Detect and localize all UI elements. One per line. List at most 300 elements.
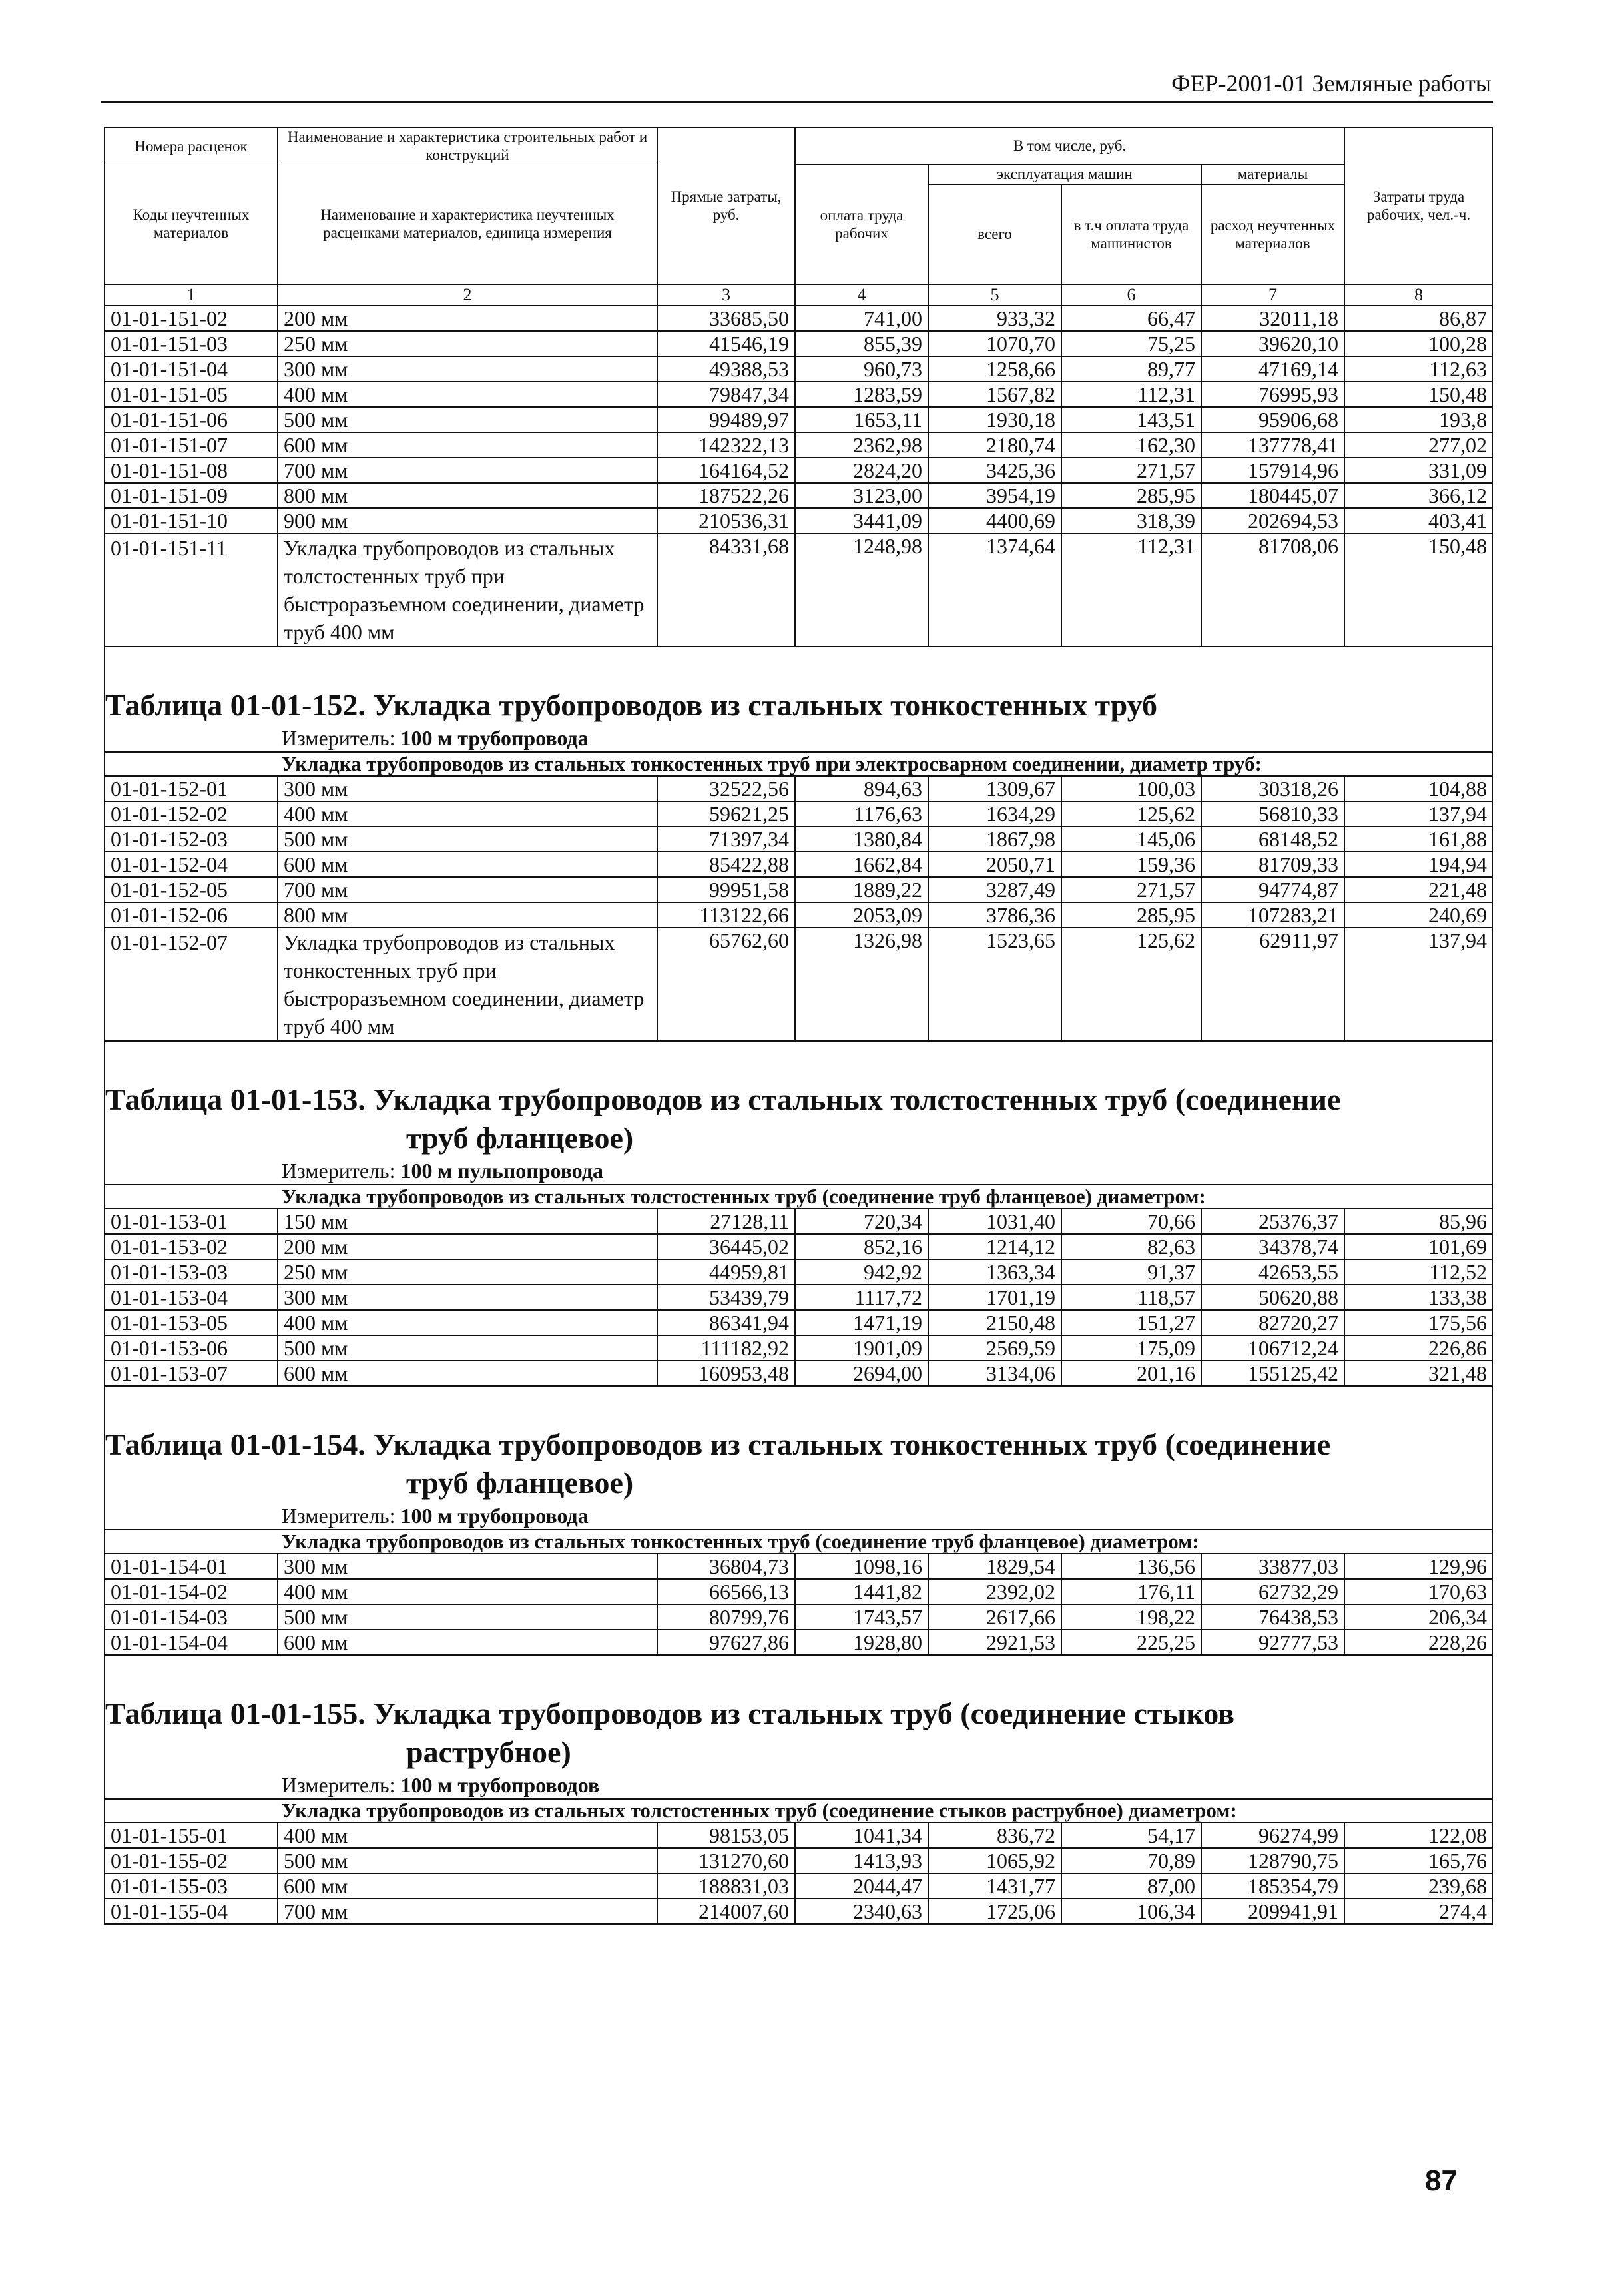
cell-code: 01-01-152-01 (105, 776, 278, 801)
cell-mach_wages: 106,34 (1061, 1899, 1201, 1924)
cell-direct: 86341,94 (657, 1310, 795, 1335)
cell-name: Укладка трубопроводов из стальных тонкостенных труб при быстроразъемном соединении, диаметр труб 400 мм (278, 928, 657, 1041)
header-material-codes: Коды неучтенных материалов (105, 164, 278, 284)
cell-labor: 137,94 (1344, 928, 1493, 1041)
cell-code: 01-01-153-07 (105, 1361, 278, 1386)
cell-mach: 1258,66 (928, 356, 1061, 382)
cell-mach: 2050,71 (928, 852, 1061, 877)
cell-labor: 221,48 (1344, 877, 1493, 902)
cell-labor: 129,96 (1344, 1554, 1493, 1579)
cell-name: 300 мм (278, 356, 657, 382)
cell-wages: 1283,59 (795, 382, 928, 407)
cell-name: 300 мм (278, 1285, 657, 1310)
cell-wages: 1380,84 (795, 826, 928, 852)
cell-labor: 85,96 (1344, 1209, 1493, 1234)
table-row (105, 1209, 1493, 1234)
cell-code: 01-01-154-04 (105, 1630, 278, 1655)
cell-name: 600 мм (278, 1630, 657, 1655)
page-number: 87 (1425, 2164, 1458, 2197)
section-title-continued: труб фланцевое) (406, 1120, 634, 1155)
table-row (105, 877, 1493, 902)
cell-code: 01-01-151-09 (105, 483, 278, 508)
cell-wages: 2824,20 (795, 458, 928, 483)
table-row (105, 1873, 1493, 1899)
cell-code: 01-01-151-02 (105, 306, 278, 331)
header-rate-numbers: Номера расценок (105, 127, 278, 164)
cell-code: 01-01-152-06 (105, 902, 278, 928)
cell-code: 01-01-151-10 (105, 508, 278, 533)
cell-labor: 137,94 (1344, 801, 1493, 826)
cell-code: 01-01-152-03 (105, 826, 278, 852)
cell-wages: 1743,57 (795, 1604, 928, 1630)
header-material-use: расход неучтенных материалов (1201, 184, 1344, 284)
cell-direct: 113122,66 (657, 902, 795, 928)
cell-labor: 331,09 (1344, 458, 1493, 483)
cell-labor: 403,41 (1344, 508, 1493, 533)
cell-code: 01-01-151-07 (105, 432, 278, 458)
subhead-row (105, 752, 1493, 776)
cell-mach: 2392,02 (928, 1579, 1061, 1604)
header-machines: эксплуатация машин (928, 164, 1201, 184)
cell-wages: 1098,16 (795, 1554, 928, 1579)
cell-labor: 239,68 (1344, 1873, 1493, 1899)
cell-code: 01-01-152-02 (105, 801, 278, 826)
table-row (105, 382, 1493, 407)
cell-code: 01-01-155-03 (105, 1873, 278, 1899)
cell-mach_wages: 125,62 (1061, 801, 1201, 826)
cell-code: 01-01-153-01 (105, 1209, 278, 1234)
header-rule (101, 101, 1493, 103)
cell-mach: 1634,29 (928, 801, 1061, 826)
cell-mat: 34378,74 (1201, 1234, 1344, 1259)
cell-labor: 133,38 (1344, 1285, 1493, 1310)
section-title: Таблица 01-01-153. Укладка трубопроводов из стальных толстостенных труб (соединение (105, 1082, 1341, 1116)
cell-labor: 150,48 (1344, 382, 1493, 407)
subhead-row (105, 1185, 1493, 1209)
table-row (105, 1579, 1493, 1604)
table-header (105, 127, 1493, 306)
cell-name: 600 мм (278, 432, 657, 458)
cell-direct: 59621,25 (657, 801, 795, 826)
header-labor-costs: Затраты труда рабочих, чел.-ч. (1344, 127, 1493, 284)
cell-mach: 2921,53 (928, 1630, 1061, 1655)
section-title: Таблица 01-01-154. Укладка трубопроводов из стальных тонкостенных труб (соединение (105, 1427, 1331, 1461)
cell-direct: 32522,56 (657, 776, 795, 801)
cell-labor: 228,26 (1344, 1630, 1493, 1655)
cell-labor: 170,63 (1344, 1579, 1493, 1604)
unit-label: Измеритель: (282, 1772, 396, 1797)
cell-mach: 2569,59 (928, 1335, 1061, 1361)
header-in-that-number: В том числе, руб. (795, 127, 1344, 164)
table-155-body (105, 1655, 1493, 1924)
cell-mat: 107283,21 (1201, 902, 1344, 928)
cell-name: 300 мм (278, 776, 657, 801)
cell-direct: 214007,60 (657, 1899, 795, 1924)
cell-labor: 101,69 (1344, 1234, 1493, 1259)
cell-labor: 226,86 (1344, 1335, 1493, 1361)
cell-mach_wages: 162,30 (1061, 432, 1201, 458)
cell-mat: 202694,53 (1201, 508, 1344, 533)
section-title-continued: труб фланцевое) (406, 1465, 634, 1500)
cell-wages: 1326,98 (795, 928, 928, 1041)
cell-name: 800 мм (278, 483, 657, 508)
cell-mat: 25376,37 (1201, 1209, 1344, 1234)
cell-labor: 122,08 (1344, 1823, 1493, 1848)
cell-code: 01-01-151-03 (105, 331, 278, 356)
cell-wages: 1041,34 (795, 1823, 928, 1848)
cell-direct: 36804,73 (657, 1554, 795, 1579)
cell-wages: 894,63 (795, 776, 928, 801)
cell-mat: 76995,93 (1201, 382, 1344, 407)
cell-direct: 111182,92 (657, 1335, 795, 1361)
cell-mach_wages: 118,57 (1061, 1285, 1201, 1310)
header-operator-wages: в т.ч оплата труда машинистов (1061, 184, 1201, 284)
cell-code: 01-01-152-04 (105, 852, 278, 877)
cell-mach: 1065,92 (928, 1848, 1061, 1873)
unit-value: 100 м пульпопровода (400, 1158, 604, 1183)
cell-mat: 39620,10 (1201, 331, 1344, 356)
cell-labor: 100,28 (1344, 331, 1493, 356)
cell-wages: 1413,93 (795, 1848, 928, 1873)
cell-wages: 2362,98 (795, 432, 928, 458)
cell-mach: 1214,12 (928, 1234, 1061, 1259)
cell-name: 300 мм (278, 1554, 657, 1579)
table-row (105, 306, 1493, 331)
cell-labor: 112,52 (1344, 1259, 1493, 1285)
rates-table (104, 127, 1493, 1925)
cell-mach: 3786,36 (928, 902, 1061, 928)
cell-code: 01-01-154-01 (105, 1554, 278, 1579)
cell-mach_wages: 151,27 (1061, 1310, 1201, 1335)
column-number: 7 (1201, 284, 1344, 306)
cell-mach: 2150,48 (928, 1310, 1061, 1335)
cell-direct: 44959,81 (657, 1259, 795, 1285)
cell-name: 500 мм (278, 1604, 657, 1630)
unit-label: Измеритель: (282, 1158, 396, 1183)
cell-code: 01-01-153-06 (105, 1335, 278, 1361)
cell-mat: 155125,42 (1201, 1361, 1344, 1386)
column-number: 4 (795, 284, 928, 306)
cell-name: 500 мм (278, 1848, 657, 1873)
cell-mach: 836,72 (928, 1823, 1061, 1848)
running-title: ФЕР-2001-01 Земляные работы (1171, 70, 1491, 97)
cell-direct: 80799,76 (657, 1604, 795, 1630)
cell-direct: 131270,60 (657, 1848, 795, 1873)
table-row (105, 1234, 1493, 1259)
column-number: 2 (278, 284, 657, 306)
cell-code: 01-01-151-08 (105, 458, 278, 483)
cell-labor: 274,4 (1344, 1899, 1493, 1924)
unit-label: Измеритель: (282, 725, 396, 750)
section-title-row (105, 1386, 1493, 1502)
cell-mach: 1930,18 (928, 407, 1061, 432)
header-material-name: Наименование и характеристика неучтенных расценками материалов, единица измерения (278, 164, 657, 284)
cell-mach_wages: 54,17 (1061, 1823, 1201, 1848)
cell-wages: 3441,09 (795, 508, 928, 533)
table-row (105, 826, 1493, 852)
cell-labor: 366,12 (1344, 483, 1493, 508)
cell-mach: 1374,64 (928, 533, 1061, 647)
cell-mat: 62911,97 (1201, 928, 1344, 1041)
unit-row (105, 725, 1493, 752)
section-title-row (105, 1655, 1493, 1772)
cell-code: 01-01-155-01 (105, 1823, 278, 1848)
cell-direct: 79847,34 (657, 382, 795, 407)
cell-mach_wages: 70,89 (1061, 1848, 1201, 1873)
cell-mach: 1567,82 (928, 382, 1061, 407)
header-work-name: Наименование и характеристика строительных работ и конструкций (278, 127, 657, 164)
table-row (105, 356, 1493, 382)
cell-mat: 42653,55 (1201, 1259, 1344, 1285)
cell-wages: 852,16 (795, 1234, 928, 1259)
cell-code: 01-01-154-03 (105, 1604, 278, 1630)
cell-mach_wages: 125,62 (1061, 928, 1201, 1041)
cell-name: 200 мм (278, 1234, 657, 1259)
cell-mach_wages: 271,57 (1061, 458, 1201, 483)
cell-labor: 104,88 (1344, 776, 1493, 801)
unit-label: Измеритель: (282, 1503, 396, 1528)
cell-code: 01-01-152-05 (105, 877, 278, 902)
cell-mat: 94774,87 (1201, 877, 1344, 902)
unit-row (105, 1157, 1493, 1185)
column-numbers-row (105, 284, 1493, 306)
cell-code: 01-01-155-02 (105, 1848, 278, 1873)
table-152-body (105, 647, 1493, 1041)
section-title-continued: раструбное) (406, 1734, 571, 1769)
cell-mach: 933,32 (928, 306, 1061, 331)
cell-mach_wages: 143,51 (1061, 407, 1201, 432)
cell-name: 600 мм (278, 852, 657, 877)
table-row (105, 508, 1493, 533)
cell-mat: 68148,52 (1201, 826, 1344, 852)
cell-labor: 161,88 (1344, 826, 1493, 852)
cell-wages: 2340,63 (795, 1899, 928, 1924)
unit-value: 100 м трубопровода (400, 1503, 589, 1528)
cell-labor: 86,87 (1344, 306, 1493, 331)
cell-mat: 185354,79 (1201, 1873, 1344, 1899)
column-number: 3 (657, 284, 795, 306)
cell-direct: 142322,13 (657, 432, 795, 458)
cell-name: 200 мм (278, 306, 657, 331)
cell-code: 01-01-151-06 (105, 407, 278, 432)
cell-labor: 321,48 (1344, 1361, 1493, 1386)
cell-direct: 65762,60 (657, 928, 795, 1041)
cell-name: 700 мм (278, 458, 657, 483)
table-row (105, 801, 1493, 826)
cell-wages: 1441,82 (795, 1579, 928, 1604)
cell-mach_wages: 89,77 (1061, 356, 1201, 382)
cell-name: 400 мм (278, 1579, 657, 1604)
cell-mach_wages: 70,66 (1061, 1209, 1201, 1234)
cell-wages: 1248,98 (795, 533, 928, 647)
table-row (105, 1630, 1493, 1655)
cell-direct: 97627,86 (657, 1630, 795, 1655)
table-row (105, 407, 1493, 432)
cell-mat: 47169,14 (1201, 356, 1344, 382)
cell-mach_wages: 198,22 (1061, 1604, 1201, 1630)
cell-name: 400 мм (278, 382, 657, 407)
cell-wages: 1176,63 (795, 801, 928, 826)
cell-direct: 33685,50 (657, 306, 795, 331)
cell-mat: 76438,53 (1201, 1604, 1344, 1630)
cell-direct: 84331,68 (657, 533, 795, 647)
cell-mach: 1431,77 (928, 1873, 1061, 1899)
table-row (105, 1604, 1493, 1630)
cell-code: 01-01-151-11 (105, 533, 278, 647)
table-row (105, 776, 1493, 801)
cell-direct: 27128,11 (657, 1209, 795, 1234)
subhead-text: Укладка трубопроводов из стальных толстостенных труб (соединение труб фланцевое) диаметром: (105, 1185, 1493, 1209)
cell-direct: 98153,05 (657, 1823, 795, 1848)
cell-mach: 3287,49 (928, 877, 1061, 902)
cell-mach: 2180,74 (928, 432, 1061, 458)
cell-mach: 1031,40 (928, 1209, 1061, 1234)
cell-direct: 160953,48 (657, 1361, 795, 1386)
table-row (105, 458, 1493, 483)
cell-code: 01-01-153-04 (105, 1285, 278, 1310)
section-title: Таблица 01-01-155. Укладка трубопроводов из стальных труб (соединение стыков (105, 1696, 1234, 1730)
section-title-row (105, 647, 1493, 725)
cell-mach: 1363,34 (928, 1259, 1061, 1285)
subhead-text: Укладка трубопроводов из стальных тонкостенных труб при электросварном соединении, диаметр труб: (105, 752, 1493, 776)
cell-mach_wages: 91,37 (1061, 1259, 1201, 1285)
subhead-text: Укладка трубопроводов из стальных тонкостенных труб (соединение труб фланцевое) диаметром: (105, 1530, 1493, 1554)
table-row (105, 1361, 1493, 1386)
cell-mach_wages: 87,00 (1061, 1873, 1201, 1899)
cell-code: 01-01-154-02 (105, 1579, 278, 1604)
cell-wages: 855,39 (795, 331, 928, 356)
cell-labor: 206,34 (1344, 1604, 1493, 1630)
table-row (105, 1899, 1493, 1924)
table-154-body (105, 1386, 1493, 1655)
cell-direct: 41546,19 (657, 331, 795, 356)
section-title: Таблица 01-01-152. Укладка трубопроводов из стальных тонкостенных труб (105, 687, 1158, 722)
cell-mat: 180445,07 (1201, 483, 1344, 508)
cell-name: 900 мм (278, 508, 657, 533)
cell-mat: 82720,27 (1201, 1310, 1344, 1335)
cell-wages: 2053,09 (795, 902, 928, 928)
cell-name: Укладка трубопроводов из стальных толстостенных труб при быстроразъемном соединении, диаметр труб 400 мм (278, 533, 657, 647)
cell-direct: 85422,88 (657, 852, 795, 877)
cell-name: 500 мм (278, 1335, 657, 1361)
table-151-body (105, 306, 1493, 647)
subhead-text: Укладка трубопроводов из стальных толстостенных труб (соединение стыков раструбное) диаметром: (105, 1799, 1493, 1823)
cell-mat: 92777,53 (1201, 1630, 1344, 1655)
unit-value: 100 м трубопровода (400, 725, 589, 750)
cell-wages: 1901,09 (795, 1335, 928, 1361)
cell-mach: 3134,06 (928, 1361, 1061, 1386)
cell-direct: 99489,97 (657, 407, 795, 432)
cell-wages: 2694,00 (795, 1361, 928, 1386)
cell-mach_wages: 159,36 (1061, 852, 1201, 877)
table-row (105, 483, 1493, 508)
cell-wages: 1662,84 (795, 852, 928, 877)
header-direct-costs: Прямые затраты, руб. (657, 127, 795, 284)
table-153-body (105, 1041, 1493, 1386)
table-row (105, 1310, 1493, 1335)
table-row (105, 1823, 1493, 1848)
cell-mat: 50620,88 (1201, 1285, 1344, 1310)
cell-code: 01-01-151-04 (105, 356, 278, 382)
cell-mat: 95906,68 (1201, 407, 1344, 432)
cell-direct: 36445,02 (657, 1234, 795, 1259)
unit-row (105, 1502, 1493, 1530)
cell-mat: 32011,18 (1201, 306, 1344, 331)
cell-mach: 4400,69 (928, 508, 1061, 533)
cell-name: 400 мм (278, 801, 657, 826)
cell-mach_wages: 175,09 (1061, 1335, 1201, 1361)
cell-labor: 165,76 (1344, 1848, 1493, 1873)
cell-direct: 188831,03 (657, 1873, 795, 1899)
cell-mach_wages: 136,56 (1061, 1554, 1201, 1579)
section-title-row (105, 1041, 1493, 1157)
cell-name: 150 мм (278, 1209, 657, 1234)
cell-mach_wages: 66,47 (1061, 306, 1201, 331)
cell-direct: 187522,26 (657, 483, 795, 508)
column-number: 6 (1061, 284, 1201, 306)
table-row (105, 1848, 1493, 1873)
cell-mach_wages: 112,31 (1061, 533, 1201, 647)
cell-mach: 3425,36 (928, 458, 1061, 483)
cell-direct: 99951,58 (657, 877, 795, 902)
cell-mach: 1829,54 (928, 1554, 1061, 1579)
cell-mat: 30318,26 (1201, 776, 1344, 801)
cell-direct: 66566,13 (657, 1579, 795, 1604)
cell-mach: 2617,66 (928, 1604, 1061, 1630)
cell-mach_wages: 285,95 (1061, 902, 1201, 928)
table-row (105, 1259, 1493, 1285)
cell-code: 01-01-153-02 (105, 1234, 278, 1259)
cell-mach_wages: 82,63 (1061, 1234, 1201, 1259)
column-number: 5 (928, 284, 1061, 306)
cell-code: 01-01-151-05 (105, 382, 278, 407)
cell-labor: 240,69 (1344, 902, 1493, 928)
table-row (105, 1285, 1493, 1310)
cell-labor: 150,48 (1344, 533, 1493, 647)
table-row (105, 1554, 1493, 1579)
cell-wages: 1889,22 (795, 877, 928, 902)
cell-mat: 62732,29 (1201, 1579, 1344, 1604)
subhead-row (105, 1530, 1493, 1554)
cell-wages: 3123,00 (795, 483, 928, 508)
cell-wages: 1471,19 (795, 1310, 928, 1335)
cell-wages: 1117,72 (795, 1285, 928, 1310)
cell-mach: 1309,67 (928, 776, 1061, 801)
cell-direct: 210536,31 (657, 508, 795, 533)
cell-mat: 157914,96 (1201, 458, 1344, 483)
cell-code: 01-01-153-05 (105, 1310, 278, 1335)
column-number: 1 (105, 284, 278, 306)
column-number: 8 (1344, 284, 1493, 306)
cell-mat: 81708,06 (1201, 533, 1344, 647)
cell-name: 600 мм (278, 1873, 657, 1899)
unit-value: 100 м трубопроводов (400, 1772, 600, 1797)
cell-labor: 175,56 (1344, 1310, 1493, 1335)
cell-wages: 720,34 (795, 1209, 928, 1234)
cell-direct: 49388,53 (657, 356, 795, 382)
cell-name: 600 мм (278, 1361, 657, 1386)
cell-mach: 1070,70 (928, 331, 1061, 356)
table-row (105, 902, 1493, 928)
cell-wages: 942,92 (795, 1259, 928, 1285)
cell-mat: 33877,03 (1201, 1554, 1344, 1579)
cell-mach_wages: 225,25 (1061, 1630, 1201, 1655)
cell-name: 250 мм (278, 1259, 657, 1285)
cell-mach: 3954,19 (928, 483, 1061, 508)
cell-wages: 741,00 (795, 306, 928, 331)
cell-mat: 137778,41 (1201, 432, 1344, 458)
document-frame (104, 127, 1492, 2138)
